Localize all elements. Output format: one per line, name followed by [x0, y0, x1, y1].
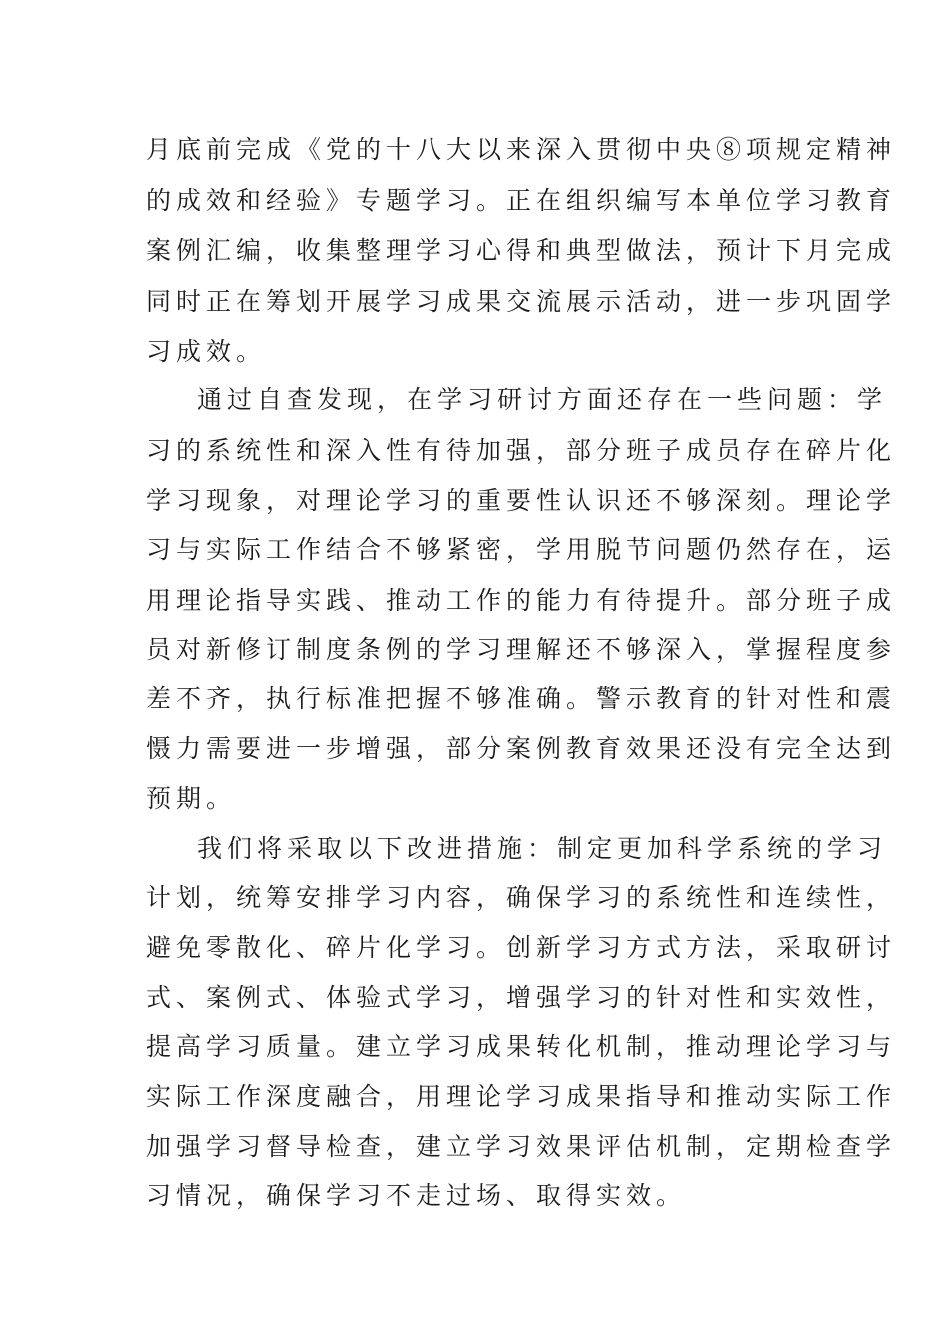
text-line: 用理论指导实践、推动工作的能力有待提升。部分班子成 [146, 586, 897, 615]
text-line: 学习现象，对理论学习的重要性认识还不够深刻。理论学 [146, 486, 897, 515]
paragraph-first-line: 通过自查发现，在学习研讨方面还存在一些问题：学 [197, 385, 888, 414]
text-line: 慑力需要进一步增强，部分案例教育效果还没有完全达到 [146, 734, 897, 763]
text-line: 习情况，确保学习不走过场、取得实效。 [146, 1181, 687, 1210]
text-line: 差不齐，执行标准把握不够准确。警示教育的针对性和震 [146, 684, 897, 713]
text-line: 预期。 [146, 784, 237, 813]
text-line: 提高学习质量。建立学习成果转化机制，推动理论学习与 [146, 1032, 897, 1061]
paragraph-first-line: 我们将采取以下改进措施：制定更加科学系统的学习 [197, 834, 888, 863]
text-line: 习成效。 [146, 337, 267, 366]
text-line: 习与实际工作结合不够紧密，学用脱节问题仍然存在，运 [146, 535, 897, 564]
text-line: 习的系统性和深入性有待加强，部分班子成员存在碎片化 [146, 436, 897, 465]
text-line: 月底前完成《党的十八大以来深入贯彻中央⑧项规定精神 [146, 135, 897, 164]
text-line: 员对新修订制度条例的学习理解还不够深入，掌握程度参 [146, 635, 897, 664]
text-line: 案例汇编，收集整理学习心得和典型做法，预计下月完成 [146, 236, 897, 265]
text-line: 加强学习督导检查，建立学习效果评估机制，定期检查学 [146, 1132, 897, 1161]
text-line: 避免零散化、碎片化学习。创新学习方式方法，采取研讨 [146, 933, 897, 962]
text-line: 实际工作深度融合，用理论学习成果指导和推动实际工作 [146, 1082, 897, 1111]
text-line: 同时正在筹划开展学习成果交流展示活动，进一步巩固学 [146, 287, 897, 316]
text-line: 式、案例式、体验式学习，增强学习的针对性和实效性， [146, 983, 897, 1012]
text-line: 的成效和经验》专题学习。正在组织编写本单位学习教育 [146, 186, 897, 215]
text-line: 计划，统筹安排学习内容，确保学习的系统性和连续性， [146, 883, 897, 912]
